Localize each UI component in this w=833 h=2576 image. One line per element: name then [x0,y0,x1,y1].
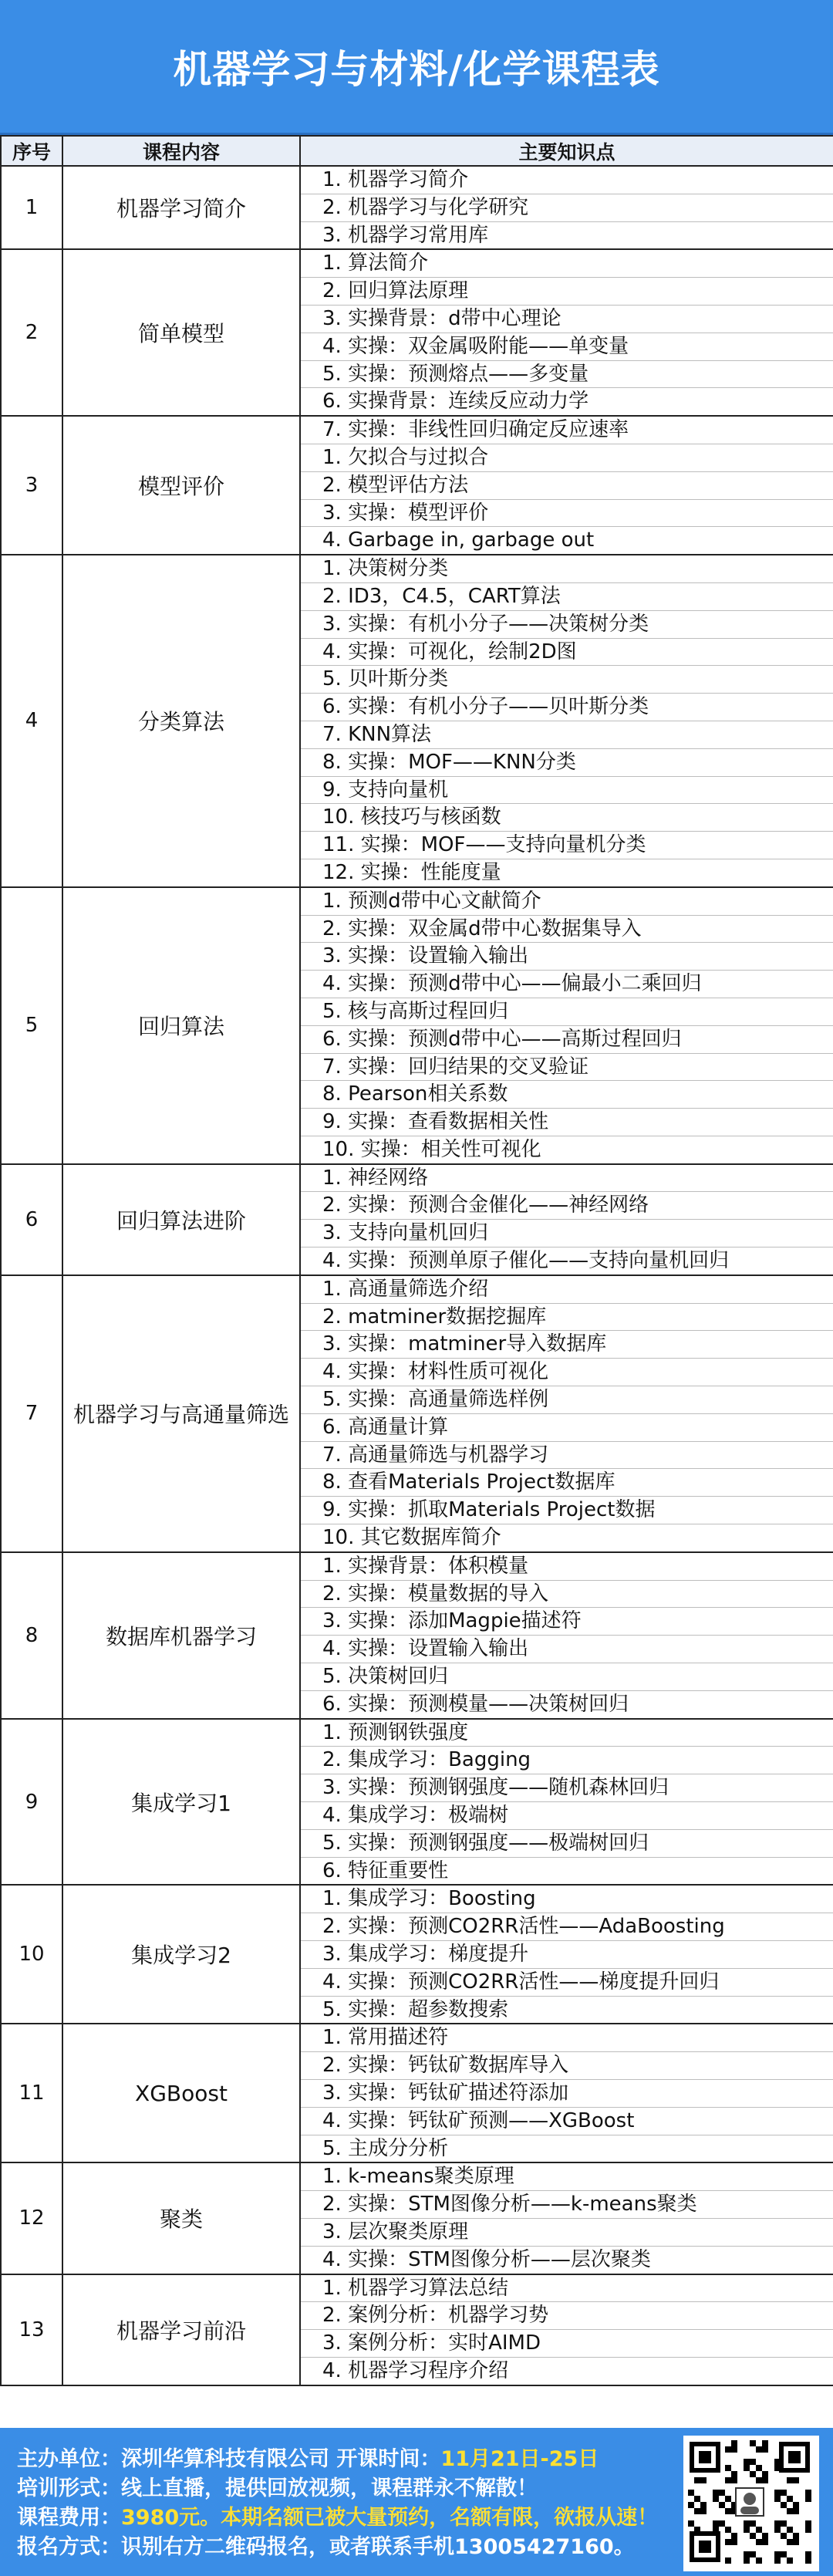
qr-code-graphic [685,2437,814,2567]
table-row [1,2274,833,2385]
topic-item: 2. 案例分析：机器学习势 [301,2302,833,2330]
topic-item: 3. 实操：模型评价 [301,500,833,528]
topic-item: 4. 实操：预测单原子催化——支持向量机回归 [322,1249,730,1273]
table-header-row [1,136,833,166]
topic-item: 9. 实操：查看数据相关性 [301,1109,833,1136]
topic-item: 12. 实操：性能度量 [322,860,501,884]
course-name: XGBoost [62,2024,300,2162]
topic-item: 4. 集成学习：极端树 [301,1802,833,1830]
topic-item: 8. 实操：MOF——KNN分类 [301,749,833,777]
topic-item: 2. 模型评估方法 [301,472,833,500]
topic-item: 1. k-means聚类原理 [301,2163,833,2191]
course-number: 2 [1,249,62,416]
topic-item: 1. 高通量筛选介绍 [301,1276,833,1304]
organizer-label: 主办单位： [17,2447,121,2471]
page-title: 机器学习与材料/化学课程表 [173,47,660,92]
course-name: 集成学习2 [62,1885,300,2024]
topic-item: 1. 算法简介 [301,250,833,278]
table-row [1,166,833,249]
course-number: 6 [1,1164,62,1275]
header-num: 序号 [1,136,62,166]
course-topics [300,1164,833,1275]
course-name: 机器学习与高通量筛选 [62,1275,300,1552]
course-number: 4 [1,555,62,887]
table-row [1,1719,833,1886]
topic-item: 2. 实操：双金属d带中心数据集导入 [301,916,833,944]
format-line [17,2474,673,2503]
topic-item: 1. 机器学习算法总结 [301,2275,833,2303]
topic-item: 2. 机器学习与化学研究 [301,194,833,222]
topic-item: 5. 主成分分析 [322,2136,449,2160]
course-topics [300,1275,833,1552]
topic-item: 2. 回归算法原理 [301,278,833,306]
topic-item: 1. 机器学习简介 [301,167,833,194]
course-topics [300,1885,833,2024]
course-table [0,135,833,2386]
topic-item: 10. 其它数据库简介 [322,1526,501,1550]
footer-info [0,2428,833,2576]
table-row [1,1275,833,1552]
table-row [1,887,833,1164]
course-number: 7 [1,1275,62,1552]
topic-item: 4. 实操：钙钛矿预测——XGBoost [301,2108,833,2135]
topic-item: 2. 集成学习：Bagging [301,1747,833,1774]
header-topics: 主要知识点 [300,136,833,166]
topic-item: 4. 实操：材料性质可视化 [301,1359,833,1386]
topic-item: 9. 实操：抓取Materials Project数据 [301,1497,833,1524]
topic-item: 5. 决策树回归 [301,1663,833,1691]
course-number: 1 [1,166,62,249]
time-value: 11月21日-25日 [440,2447,599,2471]
course-topics [300,2162,833,2274]
course-name: 分类算法 [62,555,300,887]
topic-item: 6. 实操：预测d带中心——高斯过程回归 [301,1026,833,1054]
course-name: 聚类 [62,2162,300,2274]
topic-item: 7. KNN算法 [301,721,833,749]
topic-item: 4. 实操：双金属吸附能——单变量 [301,333,833,361]
topic-item: 4. 实操：可视化，绘制2D图 [301,639,833,667]
topic-item: 5. 实操：预测钢强度——极端树回归 [301,1830,833,1858]
topic-item: 6. 实操背景：连续反应动力学 [322,390,589,414]
topic-item: 3. 机器学习常用库 [322,223,489,247]
topic-item: 2. 实操：钙钛矿数据库导入 [301,2052,833,2080]
topic-item: 3. 案例分析：实时AIMD [301,2330,833,2358]
course-name: 数据库机器学习 [62,1552,300,1719]
topic-item: 9. 支持向量机 [301,777,833,805]
topic-item: 2. 实操：STM图像分析——k-means聚类 [301,2191,833,2219]
fee-value: 3980元。本期名额已被大量预约，名额有限，欲报从速！ [121,2506,659,2530]
topic-item: 6. 实操：有机小分子——贝叶斯分类 [301,694,833,721]
course-topics [300,887,833,1164]
topic-item: 8. 查看Materials Project数据库 [301,1469,833,1497]
course-table-body [1,166,833,2385]
course-number: 12 [1,2162,62,2274]
topic-item: 10. 实操：相关性可视化 [322,1137,541,1161]
fee-label: 课程费用： [17,2506,121,2530]
format-label: 培训形式： [17,2476,121,2500]
organizer-line [17,2445,673,2474]
organizer-value: 深圳华算科技有限公司 [121,2447,329,2471]
course-number: 13 [1,2274,62,2385]
course-number: 9 [1,1719,62,1886]
table-row [1,249,833,416]
topic-item: 6. 特征重要性 [322,1859,449,1882]
time-label: 开课时间： [336,2447,441,2471]
topic-item: 10. 核技巧与核函数 [301,804,833,832]
topic-item: 4. Garbage in, garbage out [322,528,595,552]
course-topics [300,2274,833,2385]
topic-item: 4. 实操：STM图像分析——层次聚类 [322,2247,651,2271]
topic-item: 4. 机器学习程序介绍 [322,2358,509,2382]
topic-item: 6. 实操：预测模量——决策树回归 [322,1692,629,1716]
topic-item: 1. 神经网络 [301,1165,833,1193]
topic-item: 7. 实操：非线性回归确定反应速率 [301,417,833,444]
topic-item: 7. 高通量筛选与机器学习 [301,1442,833,1470]
topic-item: 5. 实操：预测熔点——多变量 [301,361,833,389]
topic-item: 5. 实操：高通量筛选样例 [301,1386,833,1414]
topic-item: 3. 实操背景：d带中心理论 [301,306,833,333]
topic-item: 2. matminer数据挖掘库 [301,1304,833,1332]
topic-item: 5. 贝叶斯分类 [301,666,833,694]
topic-item: 4. 实操：预测d带中心——偏最小二乘回归 [301,971,833,998]
course-topics [300,166,833,249]
footer-lines [17,2445,673,2562]
topic-item: 7. 实操：回归结果的交叉验证 [301,1054,833,1082]
topic-item: 4. 实操：设置输入输出 [301,1636,833,1663]
topic-item: 1. 常用描述符 [301,2024,833,2052]
course-name: 机器学习前沿 [62,2274,300,2385]
topic-item: 3. 实操：设置输入输出 [301,943,833,971]
format-value: 线上直播，提供回放视频，课程群永不解散！ [121,2476,538,2500]
topic-item: 5. 实操：超参数搜索 [322,1997,509,2021]
topic-item: 3. 实操：matminer导入数据库 [301,1331,833,1359]
table-row [1,1552,833,1719]
course-topics [300,1552,833,1719]
course-number: 10 [1,1885,62,2024]
table-row [1,555,833,887]
signup-label: 报名方式： [17,2535,121,2559]
course-name: 回归算法 [62,887,300,1164]
course-name: 集成学习1 [62,1719,300,1886]
topic-item: 3. 实操：添加Magpie描述符 [301,1608,833,1636]
course-number: 11 [1,2024,62,2162]
topic-item: 1. 决策树分类 [301,555,833,583]
title-banner [0,0,833,135]
table-row [1,416,833,555]
course-topics [300,2024,833,2162]
course-number: 8 [1,1552,62,1719]
course-number: 3 [1,416,62,555]
table-row [1,1885,833,2024]
topic-item: 4. 实操：预测CO2RR活性——梯度提升回归 [301,1969,833,1997]
course-name: 简单模型 [62,249,300,416]
course-topics [300,1719,833,1886]
table-row [1,2024,833,2162]
header-name: 课程内容 [62,136,300,166]
topic-item: 5. 核与高斯过程回归 [301,998,833,1026]
table-row [1,1164,833,1275]
topic-item: 1. 预测钢铁强度 [301,1720,833,1747]
topic-item: 2. 实操：预测CO2RR活性——AdaBoosting [301,1913,833,1941]
signup-value: 识别右方二维码报名，或者联系手机13005427160。 [121,2535,635,2559]
topic-item: 3. 实操：预测钢强度——随机森林回归 [301,1774,833,1802]
topic-item: 3. 实操：有机小分子——决策树分类 [301,611,833,639]
topic-item: 3. 支持向量机回归 [301,1220,833,1247]
topic-item: 3. 实操：钙钛矿描述符添加 [301,2080,833,2108]
fee-line [17,2503,673,2533]
topic-item: 1. 实操背景：体积模量 [301,1553,833,1581]
qr-code-icon[interactable] [683,2436,819,2571]
topic-item: 1. 集成学习：Boosting [301,1886,833,1913]
topic-item: 3. 集成学习：梯度提升 [301,1941,833,1969]
signup-line [17,2533,673,2562]
topic-item: 1. 预测d带中心文献简介 [301,888,833,916]
topic-item: 2. 实操：模量数据的导入 [301,1581,833,1609]
course-name: 机器学习简介 [62,166,300,249]
topic-item: 8. Pearson相关系数 [301,1081,833,1109]
course-name: 模型评价 [62,416,300,555]
course-topics [300,416,833,555]
topic-item: 2. 实操：预测合金催化——神经网络 [301,1192,833,1220]
topic-item: 2. ID3，C4.5，CART算法 [301,583,833,611]
course-name: 回归算法进阶 [62,1164,300,1275]
course-topics [300,249,833,416]
course-topics [300,555,833,887]
course-number: 5 [1,887,62,1164]
topic-item: 6. 高通量计算 [301,1414,833,1442]
topic-item: 1. 欠拟合与过拟合 [301,444,833,472]
topic-item: 11. 实操：MOF——支持向量机分类 [301,832,833,859]
topic-item: 3. 层次聚类原理 [301,2219,833,2247]
table-row [1,2162,833,2274]
